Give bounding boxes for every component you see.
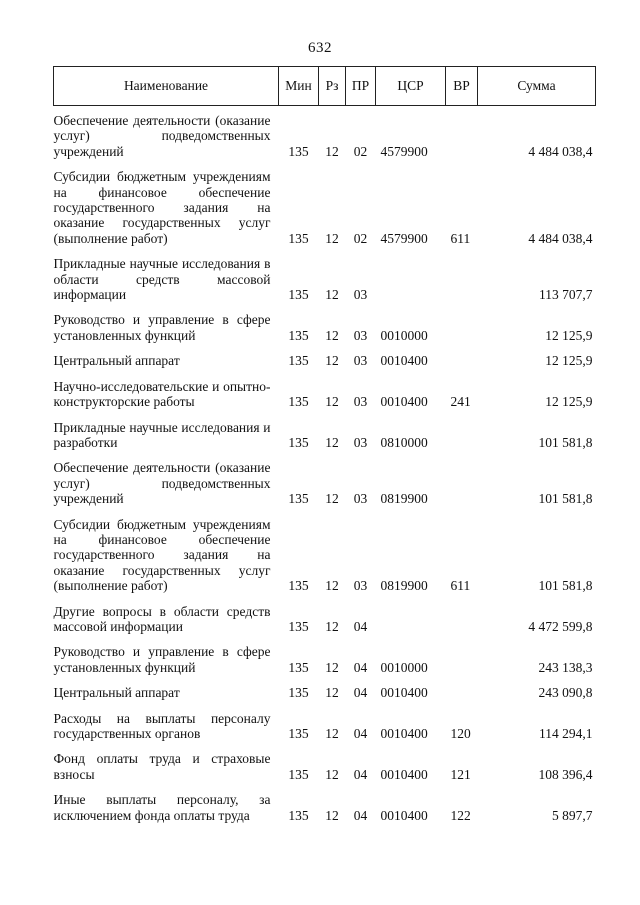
cell-csr: 4579900: [380, 230, 428, 246]
cell-pr: 03: [353, 434, 368, 450]
cell-csr: 0010400: [380, 353, 428, 369]
cell-pr: 04: [353, 807, 368, 823]
cell-pr: 04: [353, 618, 368, 634]
cell-rz: 12: [325, 491, 339, 507]
cell-sum: 4 484 038,4: [528, 230, 593, 246]
cell-vr: 241: [450, 394, 471, 410]
cell-sum: 101 581,8: [538, 578, 593, 594]
cell-sum: 12 125,9: [545, 394, 593, 410]
cell-pr: 03: [353, 287, 368, 303]
budget-table: [53, 66, 596, 826]
cell-csr: 0010400: [380, 766, 428, 782]
cell-pr: 03: [353, 327, 368, 343]
cell-pr: 04: [353, 726, 368, 741]
cell-csr: 0810000: [380, 434, 428, 450]
cell-name: Обеспечение деятельности (оказание услуг) подведомственных учреждений: [53, 113, 271, 159]
cell-min: 135: [288, 766, 309, 782]
cell-name: Руководство и управление в сфере установленных функций: [53, 312, 271, 343]
cell-sum: 5 897,7: [552, 807, 593, 823]
table-row: [54, 413, 596, 454]
cell-pr: 02: [353, 230, 368, 246]
cell-rz: 12: [325, 394, 339, 410]
cell-csr: [376, 597, 446, 638]
table-row: [54, 678, 596, 703]
cell-csr: 0819900: [380, 578, 428, 594]
column-header-vr: ВР: [446, 67, 478, 106]
cell-vr: [446, 346, 478, 371]
table-row: [54, 785, 596, 826]
cell-vr: [446, 305, 478, 346]
cell-vr: [446, 249, 478, 305]
cell-csr: 0010000: [380, 327, 428, 343]
table-row: [54, 637, 596, 678]
cell-rz: 12: [325, 287, 339, 303]
cell-rz: 12: [325, 143, 339, 159]
cell-pr: 04: [353, 659, 368, 675]
column-header-rz: Рз: [319, 67, 346, 106]
cell-name: Прикладные научные исследования и разработки: [53, 419, 271, 450]
cell-pr: 04: [353, 766, 368, 782]
cell-vr: [446, 106, 478, 163]
cell-rz: 12: [325, 807, 339, 823]
cell-sum: 108 396,4: [538, 766, 593, 782]
cell-sum: 113 707,7: [539, 287, 593, 303]
cell-pr: 03: [353, 394, 368, 410]
cell-name: Иные выплаты персоналу, за исключением фонда оплаты труда: [53, 792, 271, 823]
cell-min: 135: [288, 659, 309, 675]
column-header-name: Наименование: [54, 67, 279, 106]
table-row: [54, 597, 596, 638]
cell-name: Центральный аппарат: [53, 685, 180, 701]
cell-vr: 611: [450, 578, 471, 594]
column-header-csr: ЦСР: [376, 67, 446, 106]
cell-name: Субсидии бюджетным учреждениям на финансовое обеспечение государственного задания на оказание государственных услуг (выполнение работ): [53, 516, 271, 594]
cell-vr: [446, 678, 478, 703]
table-row: [54, 346, 596, 371]
cell-rz: 12: [325, 659, 339, 675]
cell-min: 135: [288, 327, 309, 343]
cell-sum: 101 581,8: [538, 491, 593, 507]
table-row: [54, 704, 596, 745]
table-row: [54, 372, 596, 413]
cell-rz: 12: [325, 618, 339, 634]
cell-pr: 02: [353, 143, 368, 159]
cell-rz: 12: [325, 726, 339, 741]
column-header-sum: Сумма: [478, 67, 596, 106]
cell-pr: 03: [353, 578, 368, 594]
cell-min: 135: [288, 434, 309, 450]
cell-csr: 0010400: [380, 807, 428, 823]
table-row: [54, 305, 596, 346]
cell-sum: 12 125,9: [545, 353, 593, 369]
cell-min: 135: [288, 685, 309, 701]
table-header-row: [54, 67, 596, 106]
page-number: 632: [308, 40, 332, 56]
cell-vr: [446, 413, 478, 454]
cell-sum: 4 484 038,4: [528, 143, 593, 159]
cell-rz: 12: [325, 434, 339, 450]
cell-name: Расходы на выплаты персоналу государственных органов: [53, 710, 271, 741]
cell-rz: 12: [325, 766, 339, 782]
cell-sum: 12 125,9: [545, 327, 593, 343]
cell-sum: 4 472 599,8: [528, 618, 593, 634]
cell-name: Центральный аппарат: [53, 353, 180, 369]
cell-vr: [446, 597, 478, 638]
cell-name: Обеспечение деятельности (оказание услуг) подведомственных учреждений: [53, 460, 271, 507]
table-row: [54, 249, 596, 305]
cell-csr: 4579900: [380, 143, 428, 159]
column-header-pr: ПР: [346, 67, 376, 106]
cell-rz: 12: [325, 685, 339, 701]
cell-vr: 611: [450, 230, 471, 246]
cell-csr: 0010000: [380, 659, 428, 675]
cell-min: 135: [288, 230, 309, 246]
cell-min: 135: [288, 143, 309, 159]
cell-vr: 122: [450, 807, 471, 823]
cell-csr: 0010400: [380, 394, 428, 410]
cell-name: Прикладные научные исследования в области средств массовой информации: [53, 256, 271, 303]
cell-vr: [446, 453, 478, 509]
cell-vr: 121: [450, 766, 471, 782]
cell-csr: 0819900: [380, 491, 428, 507]
cell-min: 135: [288, 618, 309, 634]
table-row: [54, 744, 596, 785]
cell-name: Фонд оплаты труда и страховые взносы: [53, 751, 271, 782]
cell-csr: 0010400: [380, 685, 428, 701]
cell-csr: [376, 249, 446, 305]
cell-name: Научно-исследовательские и опытно-конструкторские работы: [53, 378, 271, 410]
cell-sum: 114 294,1: [539, 726, 593, 741]
table-row: [54, 453, 596, 509]
cell-sum: 243 138,3: [538, 659, 593, 675]
cell-vr: [446, 637, 478, 678]
cell-name: Руководство и управление в сфере установленных функций: [53, 644, 271, 675]
cell-min: 135: [288, 353, 309, 369]
cell-rz: 12: [325, 353, 339, 369]
cell-pr: 03: [353, 353, 368, 369]
cell-pr: 04: [353, 685, 368, 701]
cell-rz: 12: [325, 230, 339, 246]
cell-sum: 243 090,8: [538, 685, 593, 701]
cell-min: 135: [288, 287, 309, 303]
cell-name: Другие вопросы в области средств массовой информации: [53, 603, 271, 634]
table-row: [54, 162, 596, 249]
cell-sum: 101 581,8: [538, 434, 593, 450]
cell-csr: 0010400: [380, 726, 428, 741]
cell-pr: 03: [353, 491, 368, 507]
cell-min: 135: [288, 807, 309, 823]
table-row: [54, 106, 596, 163]
cell-vr: 120: [450, 726, 471, 741]
table-body: [54, 106, 596, 827]
cell-min: 135: [288, 491, 309, 507]
cell-rz: 12: [325, 327, 339, 343]
cell-min: 135: [288, 726, 309, 741]
cell-min: 135: [288, 578, 309, 594]
cell-rz: 12: [325, 578, 339, 594]
cell-min: 135: [288, 394, 309, 410]
column-header-min: Мин: [279, 67, 319, 106]
table-row: [54, 510, 596, 597]
cell-name: Субсидии бюджетным учреждениям на финансовое обеспечение государственного задания на оказание государственных услуг (выполнение работ): [53, 169, 271, 246]
